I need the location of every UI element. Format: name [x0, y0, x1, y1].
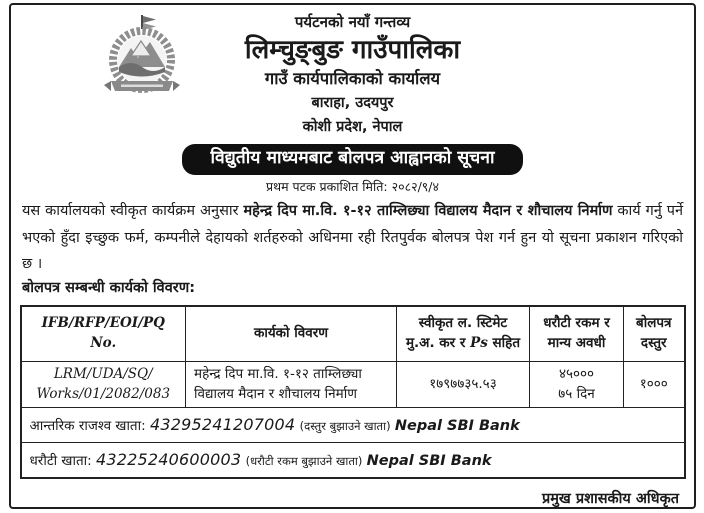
signatory-title: प्रमुख प्रशासकीय अधिकृत: [542, 491, 679, 508]
cell-bid-fee: १०००: [624, 362, 685, 408]
revenue-account-bank: Nepal SBI Bank: [394, 418, 520, 435]
notice-banner-row: [11, 144, 694, 175]
municipality-name: लिम्चुङ्बुङ गाउँपालिका: [244, 35, 461, 66]
nepal-emblem-icon: [101, 13, 183, 99]
deposit-account-note: (धरौटी रकम बुझाउने खाता): [245, 454, 363, 469]
header-work-description: कार्यको विवरण: [186, 306, 397, 362]
address-line-1: बाराहा, उदयपुर: [311, 95, 394, 112]
cell-deposit-validity: ४५००० ७५ दिन: [530, 362, 624, 408]
deposit-account-bank: Nepal SBI Bank: [366, 453, 492, 470]
published-date-line: प्रथम पटक प्रकाशित मिति: २०८२/९/४: [266, 178, 439, 194]
revenue-account-row: [21, 408, 685, 443]
header-ifb-no: IFB/RFP/EOI/PQ No.: [21, 306, 186, 362]
deposit-account-row: [21, 443, 685, 479]
bid-details-heading: बोलपत्र सम्बन्धी कार्यको विवरण:: [22, 280, 196, 297]
document-border-frame: [9, 3, 696, 509]
cell-work-description: महेन्द्र दिप मा.वि. १-१२ ताम्लिछ्या विद्यालय मैदान र शौचालय निर्माण: [186, 362, 397, 408]
notice-title-banner: विद्युतीय माध्यमबाट बोलपत्र आह्वानको सूचना: [182, 144, 522, 175]
table-data-row: [21, 362, 685, 408]
revenue-account-label: आन्तरिक राजश्व खाता:: [29, 418, 146, 435]
deposit-account-label: धरौटी खाता:: [29, 453, 92, 470]
cell-contract-id: LRM/UDA/SQ/ Works/01/2082/083: [21, 362, 186, 408]
header-deposit-validity: धरौटी रकम र मान्य अवधी: [530, 306, 624, 362]
office-name: गाउँ कार्यपालिकाको कार्यालय: [264, 68, 441, 88]
paragraph-text-start: यस कार्यालयको स्वीकृत कार्यक्रम अनुसार: [22, 203, 244, 220]
address-line-2: कोशी प्रदेश, नेपाल: [302, 118, 403, 135]
notice-body-paragraph: [22, 198, 683, 277]
revenue-account-number: 43295241207004: [149, 415, 296, 435]
project-name-bold: महेन्द्र दिप मा.वि. १-१२ ताम्लिछ्या विद्यालय मैदान र शौचालय निर्माण: [243, 203, 613, 220]
header-bid-fee: बोलपत्र दस्तुर: [624, 306, 685, 362]
cell-estimate-amount: १७९७७३५.५३: [397, 362, 530, 408]
revenue-account-note: (दस्तुर बुझाउने खाता): [299, 419, 391, 434]
table-header-row: [21, 306, 685, 362]
bid-details-table: [20, 305, 686, 480]
paragraph-text-end: कार्य गर्नु पर्ने भएको हुँदा इच्छुक फर्म, कम्पनीले देहायको शर्तहरुको अधिनमा रही रितपुर्वक बोलपत्र पेश गर्न हुन यो सूचना प्रकाशन गरिएको छ ।: [22, 203, 684, 272]
header-approved-estimate: स्वीकृत ल. स्टिमेट मु.अ. कर र Ps सहित: [397, 306, 530, 362]
deposit-account-number: 43225240600003: [96, 450, 242, 470]
tagline: पर्यटनको नयाँ गन्तव्य: [294, 13, 411, 31]
